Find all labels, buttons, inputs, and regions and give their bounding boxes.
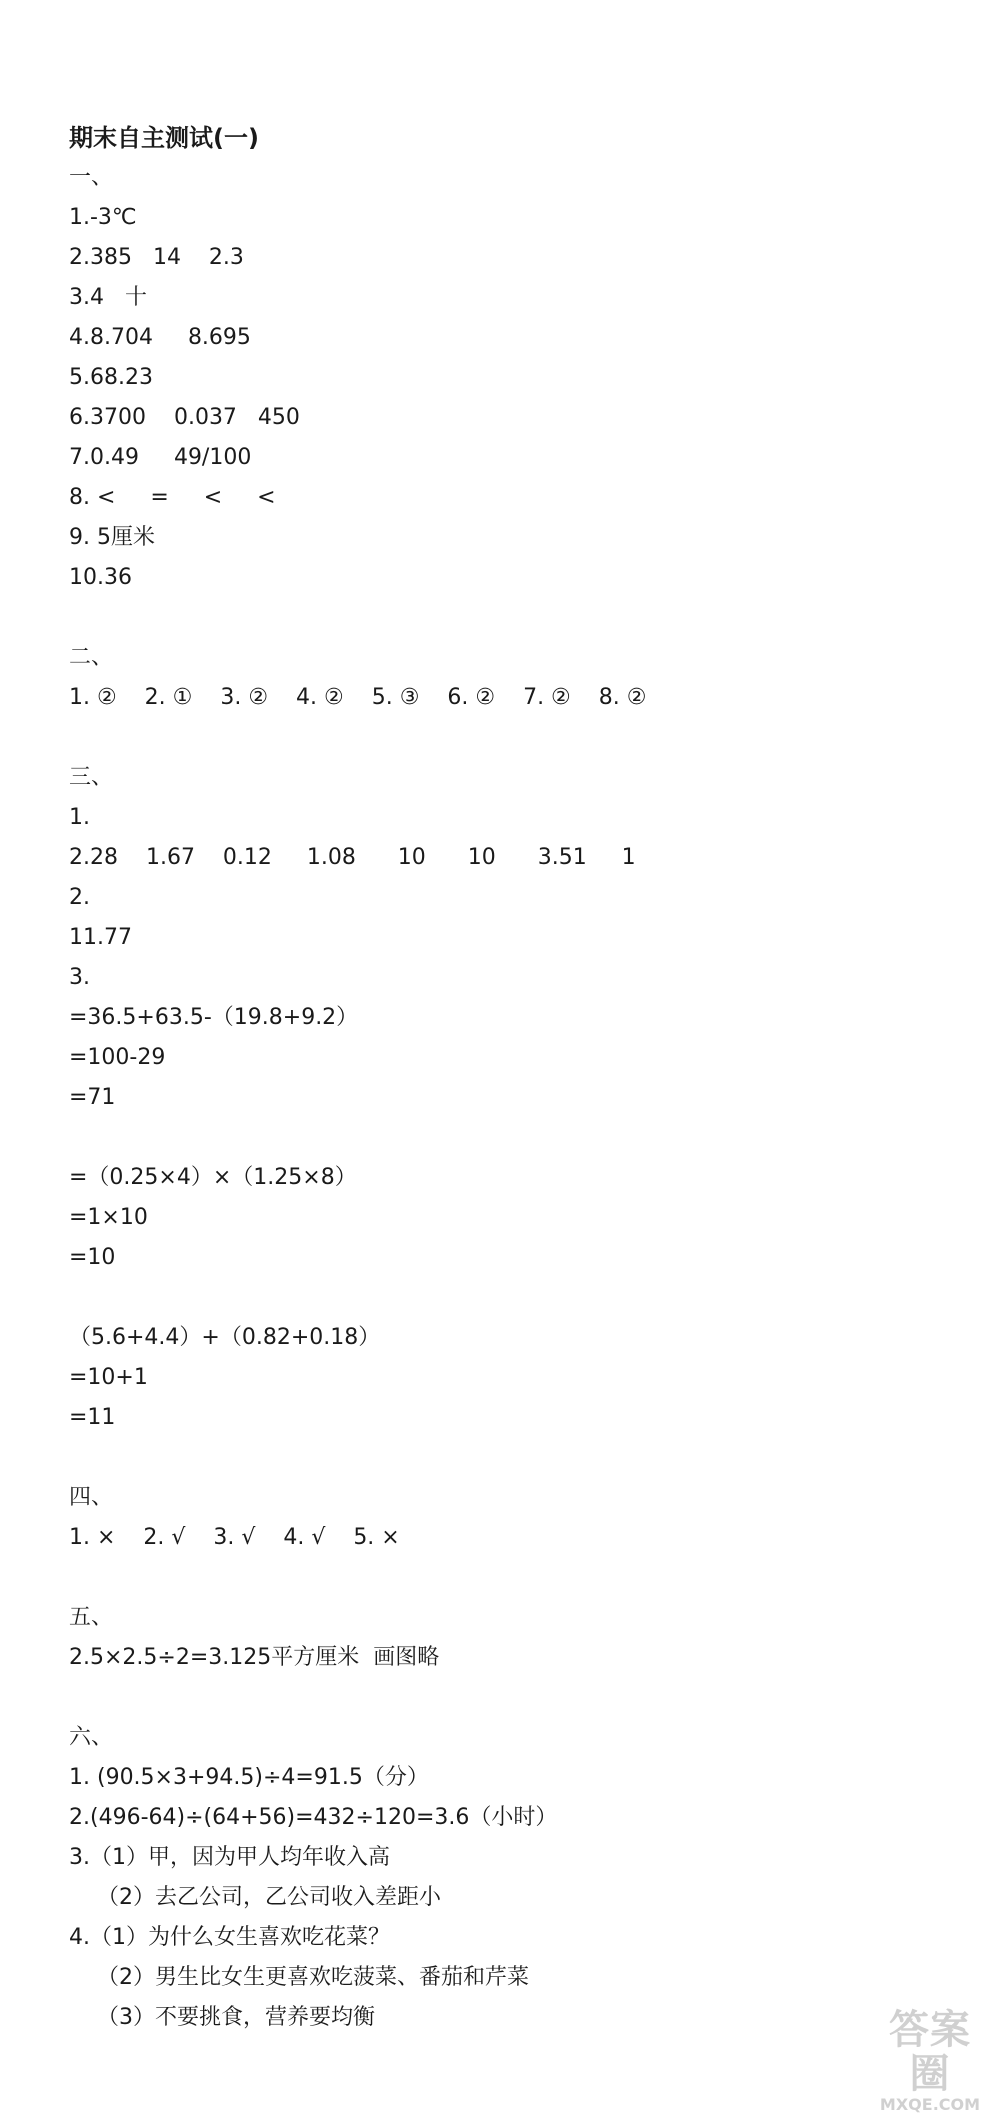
- answer-line: 3.（1）甲，因为甲人均年收入高: [69, 1845, 390, 1870]
- answer-line: 2.28 1.67 0.12 1.08 10 10 3.51 1: [69, 845, 636, 870]
- section-heading-6: 六、: [69, 1725, 114, 1750]
- answer-sheet: [69, 118, 969, 2038]
- answer-line: 1.-3℃: [69, 205, 137, 230]
- answer-line: 2.: [69, 885, 90, 910]
- answer-line: 9. 5厘米: [69, 525, 155, 550]
- spacer: [69, 1438, 969, 1478]
- answer-line: 4.（1）为什么女生喜欢吃花菜？: [69, 1925, 390, 1950]
- answer-line: 1. ② 2. ① 3. ② 4. ② 5. ③ 6. ② 7. ② 8. ②: [69, 685, 647, 710]
- answer-line: 2.(496-64)÷(64+56)=432÷120=3.6（小时）: [69, 1805, 558, 1830]
- spacer: [69, 1278, 969, 1318]
- calc-line: =10+1: [69, 1365, 148, 1390]
- answer-line: 5.68.23: [69, 365, 153, 390]
- answer-line: 10.36: [69, 565, 132, 590]
- answer-line: 8. < = < <: [69, 485, 276, 510]
- section-heading-5: 五、: [69, 1605, 114, 1630]
- calc-line: =100-29: [69, 1045, 166, 1070]
- calc-line: =（0.25×4）×（1.25×8）: [69, 1165, 357, 1190]
- answer-line: 1. × 2. √ 3. √ 4. √ 5. ×: [69, 1525, 400, 1550]
- section-heading-2: 二、: [69, 645, 114, 670]
- answer-line: 7.0.49 49/100: [69, 445, 252, 470]
- answer-line: （2）去乙公司，乙公司收入差距小: [69, 1885, 441, 1910]
- spacer: [69, 1558, 969, 1598]
- answer-line: 1.: [69, 805, 90, 830]
- calc-line: （5.6+4.4）+（0.82+0.18）: [69, 1325, 381, 1350]
- page-title: 期末自主测试(一): [69, 124, 259, 152]
- watermark-logo-text: 答案圈: [889, 2007, 971, 2097]
- section-heading-1: 一、: [69, 165, 114, 190]
- section-heading-3: 三、: [69, 765, 114, 790]
- answer-line: 2.385 14 2.3: [69, 245, 244, 270]
- spacer: [69, 718, 969, 758]
- calc-line: =11: [69, 1405, 116, 1430]
- answer-line: 1. (90.5×3+94.5)÷4=91.5（分）: [69, 1765, 429, 1790]
- answer-line: 2.5×2.5÷2=3.125平方厘米 画图略: [69, 1645, 440, 1670]
- answer-line: （3）不要挑食，营养要均衡: [69, 2005, 375, 2030]
- answer-line: 11.77: [69, 925, 132, 950]
- calc-line: =71: [69, 1085, 116, 1110]
- answer-line: 3.4 十: [69, 285, 147, 310]
- answer-line: 3.: [69, 965, 90, 990]
- answer-line: 4.8.704 8.695: [69, 325, 251, 350]
- calc-line: =10: [69, 1245, 116, 1270]
- answer-line: （2）男生比女生更喜欢吃菠菜、番茄和芹菜: [69, 1965, 529, 1990]
- spacer: [69, 1118, 969, 1158]
- watermark-logo: [870, 2008, 990, 2114]
- calc-line: =1×10: [69, 1205, 148, 1230]
- section-heading-4: 四、: [69, 1485, 114, 1510]
- spacer: [69, 598, 969, 638]
- answer-line: 6.3700 0.037 450: [69, 405, 300, 430]
- watermark-url: MXQE.COM: [879, 2095, 981, 2114]
- calc-line: =36.5+63.5-（19.8+9.2）: [69, 1005, 359, 1030]
- spacer: [69, 1678, 969, 1718]
